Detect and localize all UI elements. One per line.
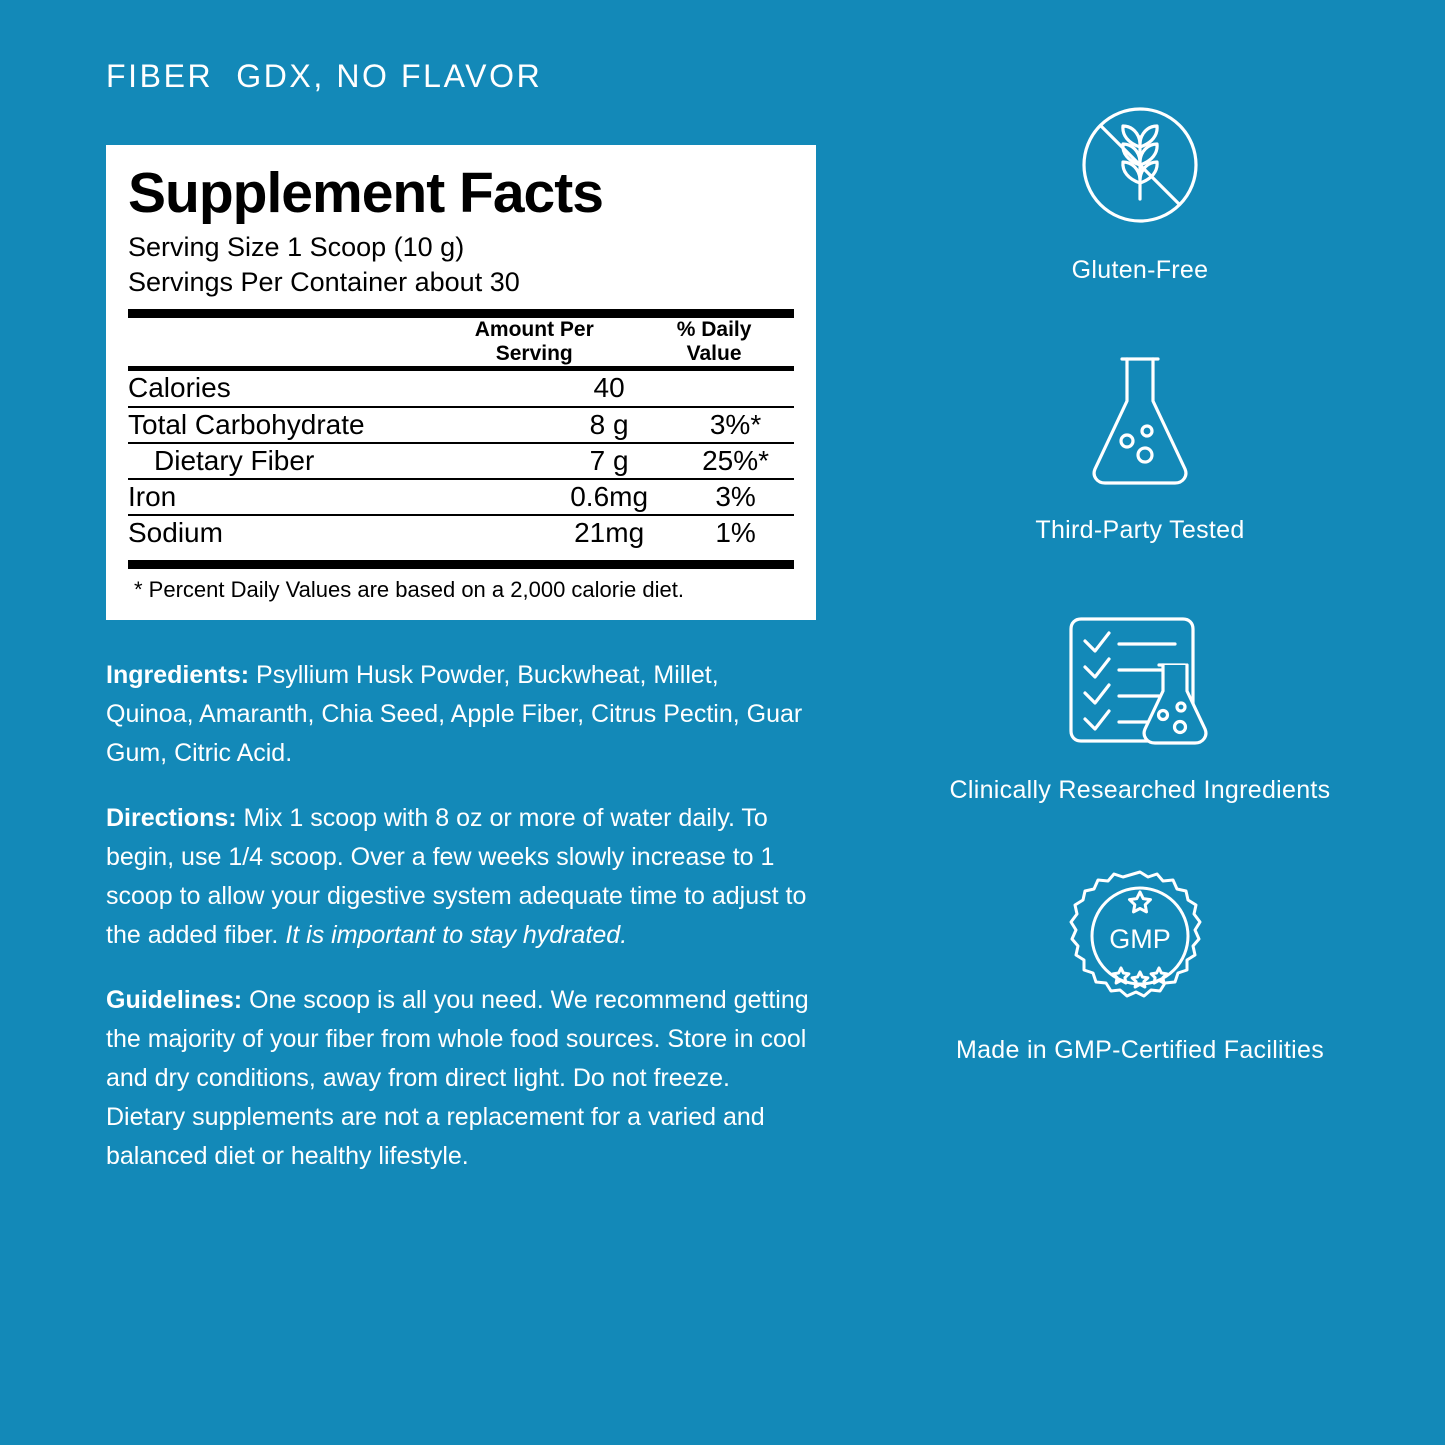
badge-gmp-certified (940, 860, 1340, 1066)
nutrient-amount: 21mg (574, 517, 645, 548)
header-daily-value (634, 318, 794, 366)
nutrient-dv: 3% (715, 480, 756, 512)
ingredients-label: Ingredients: (106, 660, 250, 689)
directions-paragraph (106, 799, 811, 955)
table-row (128, 407, 794, 442)
nutrient-amount: 7 g (589, 444, 629, 476)
nutrient-dv (677, 371, 794, 405)
table-row (128, 371, 794, 405)
nutrient-name: Sodium (128, 517, 223, 548)
badge-caption: Clinically Researched Ingredients (949, 776, 1331, 804)
supplement-facts-table (128, 318, 794, 366)
guidelines-paragraph (106, 981, 811, 1176)
supplement-facts-panel (106, 145, 816, 620)
badge-column (940, 90, 1340, 1120)
header-dv-line1: % Daily (676, 318, 752, 342)
table-row (128, 443, 794, 478)
badge-caption: Made in GMP-Certified Facilities (955, 1036, 1325, 1064)
gmp-seal-icon (940, 860, 1340, 1020)
badge-caption: Gluten-Free (1071, 256, 1209, 284)
header-amount-line1: Amount Per (474, 318, 594, 342)
supplement-facts-rows (128, 371, 794, 550)
header-amount-per-serving (434, 318, 634, 366)
daily-value-footnote: * Percent Daily Values are based on a 2,000 calorie diet. (134, 577, 684, 603)
guidelines-text: One scoop is all you need. We recommend getting the majority of your fiber from whole food sources. Store in cool and dry conditions, away from direct light. Do not freeze. Dietary supplements are not a replacement for a varied and balanced diet or healthy lifestyle. (106, 985, 809, 1170)
nutrient-amount: 40 (593, 372, 625, 404)
divider-thick-top (128, 309, 794, 318)
badge-third-party-tested (940, 340, 1340, 546)
divider-thick-bottom (128, 560, 794, 569)
directions-text: Mix 1 scoop with 8 oz or more of water daily. To begin, use 1/4 scoop. Over a few weeks slowly increase to 1 scoop to allow your digestive system adequate time to adjust to the added fiber. (106, 803, 807, 949)
wheat-crossed-out-icon (940, 90, 1340, 240)
badge-gluten-free (940, 90, 1340, 286)
guidelines-label: Guidelines: (106, 985, 243, 1014)
table-row (128, 479, 794, 514)
nutrient-name: Calories (128, 372, 231, 404)
nutrient-name: Iron (128, 480, 177, 512)
servings-per-container: Servings Per Container about 30 (128, 266, 520, 297)
nutrient-dv: 25%* (702, 444, 770, 476)
serving-size: Serving Size 1 Scoop (10 g) (128, 232, 465, 262)
clipboard-flask-icon (940, 600, 1340, 760)
nutrient-amount: 0.6mg (570, 480, 649, 512)
header-blank (128, 318, 434, 366)
label-body-copy (106, 656, 811, 1176)
table-header-row (128, 318, 794, 366)
header-amount-line2: Serving (495, 342, 573, 366)
label-left-column (106, 58, 816, 1202)
ingredients-text: Psyllium Husk Powder, Buckwheat, Millet, Quinoa, Amaranth, Chia Seed, Apple Fiber, Citrus Pectin, Guar Gum, Citric Acid. (106, 660, 803, 767)
nutrient-dv: 3%* (709, 408, 762, 440)
nutrient-name: Total Carbohydrate (128, 408, 365, 440)
directions-emphasis: It is important to stay hydrated. (285, 920, 628, 949)
supplement-facts-title: Supplement Facts (128, 161, 603, 225)
badge-caption: Third-Party Tested (1035, 516, 1245, 544)
header-dv-line2: Value (686, 342, 742, 366)
gmp-seal-text: GMP (1109, 924, 1171, 954)
nutrient-name: Dietary Fiber (154, 444, 315, 476)
nutrient-dv: 1% (715, 517, 756, 548)
ingredients-paragraph (106, 656, 811, 773)
page-title: FIBER GDX, NO FLAVOR (106, 58, 543, 94)
table-row (128, 515, 794, 550)
badge-clinically-researched (940, 600, 1340, 806)
flask-icon (940, 340, 1340, 500)
directions-label: Directions: (106, 803, 237, 832)
nutrient-amount: 8 g (589, 408, 629, 440)
